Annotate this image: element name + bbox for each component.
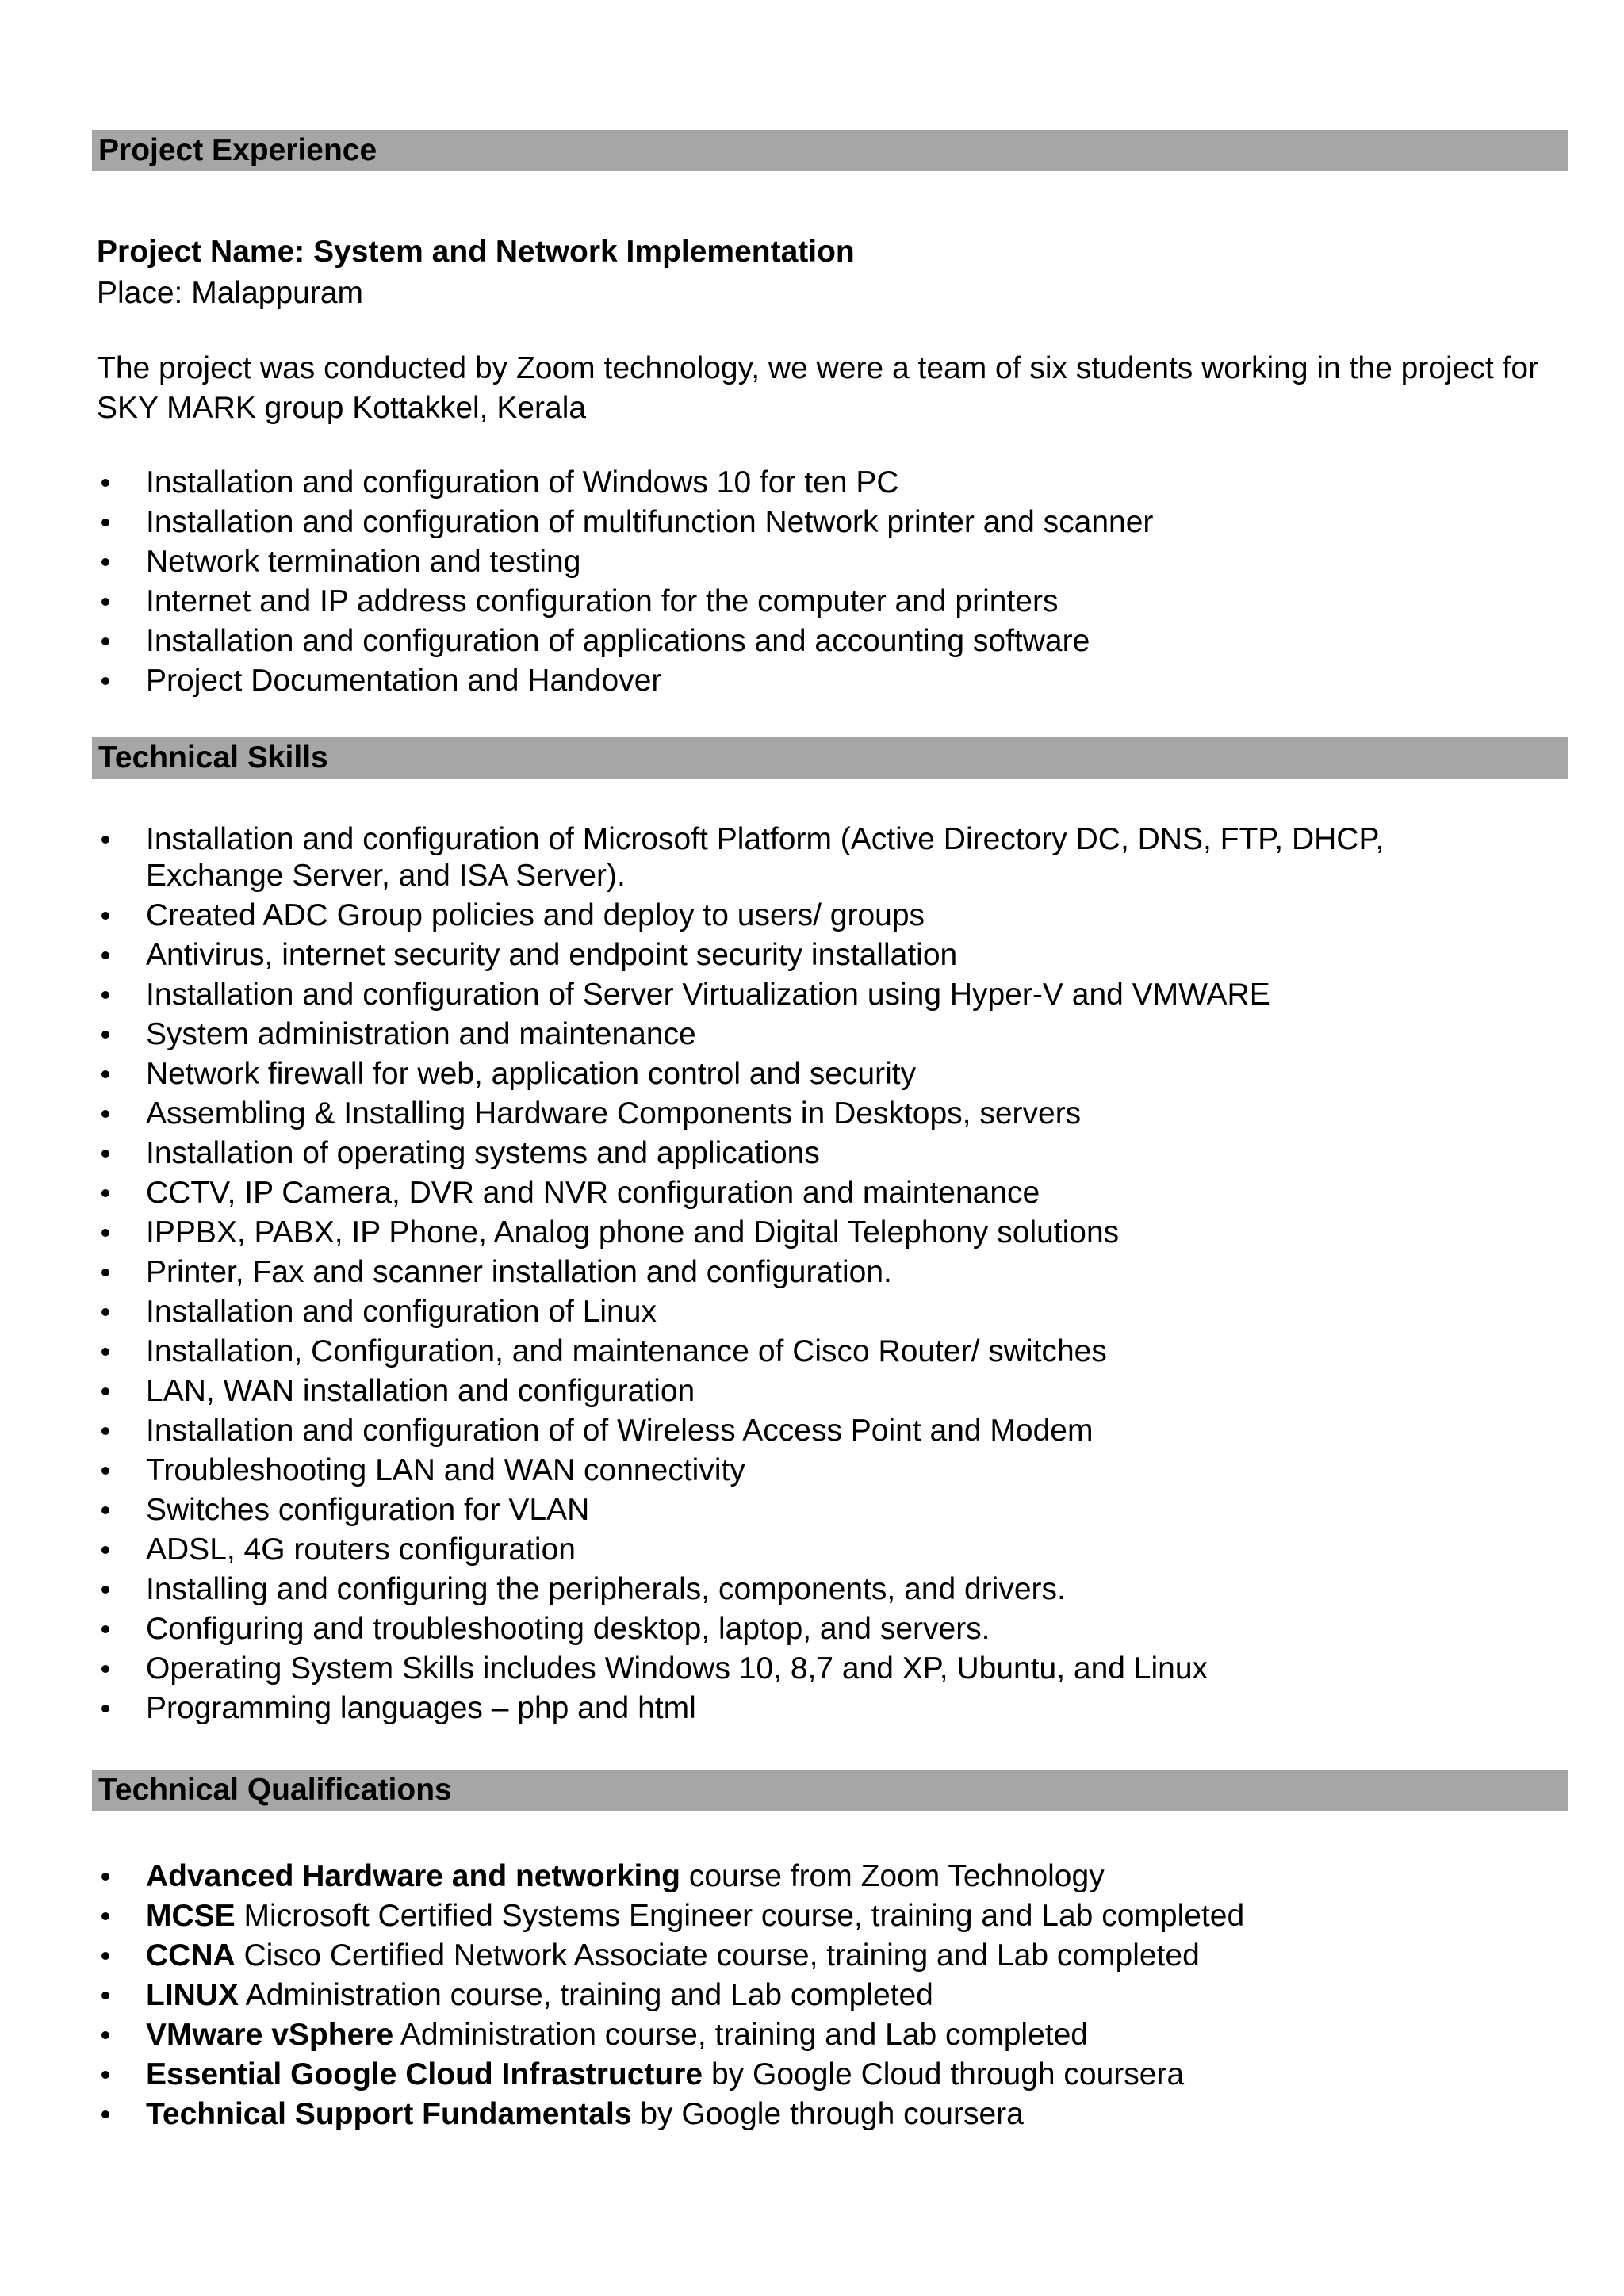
list-item: ADSL, 4G routers configuration [0, 1532, 1624, 1571]
list-item: Assembling & Installing Hardware Components in Desktops, servers [0, 1096, 1624, 1135]
section-heading-technical-qualifications: Technical Qualifications [92, 1770, 1568, 1811]
project-name: Project Name: System and Network Implementation [97, 235, 855, 269]
section-heading-project-experience: Project Experience [92, 130, 1568, 171]
list-item: Network termination and testing [0, 544, 1624, 584]
list-item: Installing and configuring the peripherals, components, and drivers. [0, 1571, 1624, 1611]
list-item: CCTV, IP Camera, DVR and NVR configuration and maintenance [0, 1175, 1624, 1215]
list-item: Installation and configuration of Linux [0, 1294, 1624, 1334]
list-item: Troubleshooting LAN and WAN connectivity [0, 1452, 1624, 1492]
list-item [0, 1938, 1624, 1977]
qualification-detail: Microsoft Certified Systems Engineer course, training and Lab completed [235, 1899, 1245, 1933]
qualification-detail: course from Zoom Technology [680, 1859, 1105, 1893]
list-item: Switches configuration for VLAN [0, 1492, 1624, 1532]
qualification-title: CCNA [146, 1938, 236, 1973]
project-task-list [0, 465, 1624, 702]
qualification-title: VMware vSphere [146, 2018, 394, 2052]
list-item [0, 2017, 1624, 2057]
list-item: Printer, Fax and scanner installation and configuration. [0, 1254, 1624, 1294]
qualification-title: LINUX [146, 1978, 239, 2012]
list-item [0, 2057, 1624, 2096]
list-item [0, 1977, 1624, 2017]
qualification-detail: by Google Cloud through coursera [703, 2057, 1185, 2091]
list-item: Programming languages – php and html [0, 1690, 1624, 1730]
list-item [0, 1898, 1624, 1938]
list-item: Installation and configuration of Windows 10 for ten PC [0, 465, 1624, 504]
list-item: Created ADC Group policies and deploy to users/ groups [0, 897, 1624, 937]
list-item [0, 1858, 1624, 1898]
list-item: IPPBX, PABX, IP Phone, Analog phone and Digital Telephony solutions [0, 1215, 1624, 1254]
list-item: Network firewall for web, application control and security [0, 1056, 1624, 1096]
list-item [0, 2096, 1624, 2136]
qualification-title: Essential Google Cloud Infrastructure [146, 2057, 703, 2091]
qualification-title: Advanced Hardware and networking [146, 1859, 680, 1893]
list-item: LAN, WAN installation and configuration [0, 1373, 1624, 1413]
qualification-detail: Administration course, training and Lab completed [239, 1978, 933, 2012]
technical-skills-list [0, 821, 1624, 1730]
list-item: Installation and configuration of of Wireless Access Point and Modem [0, 1413, 1624, 1452]
project-description: The project was conducted by Zoom technology, we were a team of six students working in the project for SKY MARK group Kottakkel, Kerala [97, 351, 1539, 425]
list-item: Project Documentation and Handover [0, 663, 1624, 702]
section-heading-technical-skills: Technical Skills [92, 737, 1568, 779]
list-item: Installation, Configuration, and maintenance of Cisco Router/ switches [0, 1334, 1624, 1373]
qualification-detail: Cisco Certified Network Associate course, training and Lab completed [235, 1938, 1200, 1973]
list-item: Installation and configuration of Microsoft Platform (Active Directory DC, DNS, FTP, DHCP, Exchange Server, and ISA Server). [0, 821, 1624, 897]
list-item: Installation and configuration of multifunction Network printer and scanner [0, 504, 1624, 544]
list-item: Configuring and troubleshooting desktop, laptop, and servers. [0, 1611, 1624, 1651]
list-item: Installation of operating systems and applications [0, 1135, 1624, 1175]
qualification-detail: Administration course, training and Lab completed [393, 2018, 1088, 2052]
list-item: Installation and configuration of Server Virtualization using Hyper-V and VMWARE [0, 977, 1624, 1016]
list-item: Installation and configuration of applications and accounting software [0, 623, 1624, 663]
list-item: System administration and maintenance [0, 1016, 1624, 1056]
qualification-detail: by Google through coursera [631, 2097, 1024, 2131]
list-item: Antivirus, internet security and endpoint security installation [0, 937, 1624, 977]
list-item: Internet and IP address configuration for the computer and printers [0, 584, 1624, 623]
list-item: Operating System Skills includes Windows 10, 8,7 and XP, Ubuntu, and Linux [0, 1651, 1624, 1690]
qualification-title: MCSE [146, 1899, 236, 1933]
qualifications-list [0, 1858, 1624, 2136]
qualification-title: Technical Support Fundamentals [146, 2097, 632, 2131]
project-place: Place: Malappuram [97, 276, 363, 310]
